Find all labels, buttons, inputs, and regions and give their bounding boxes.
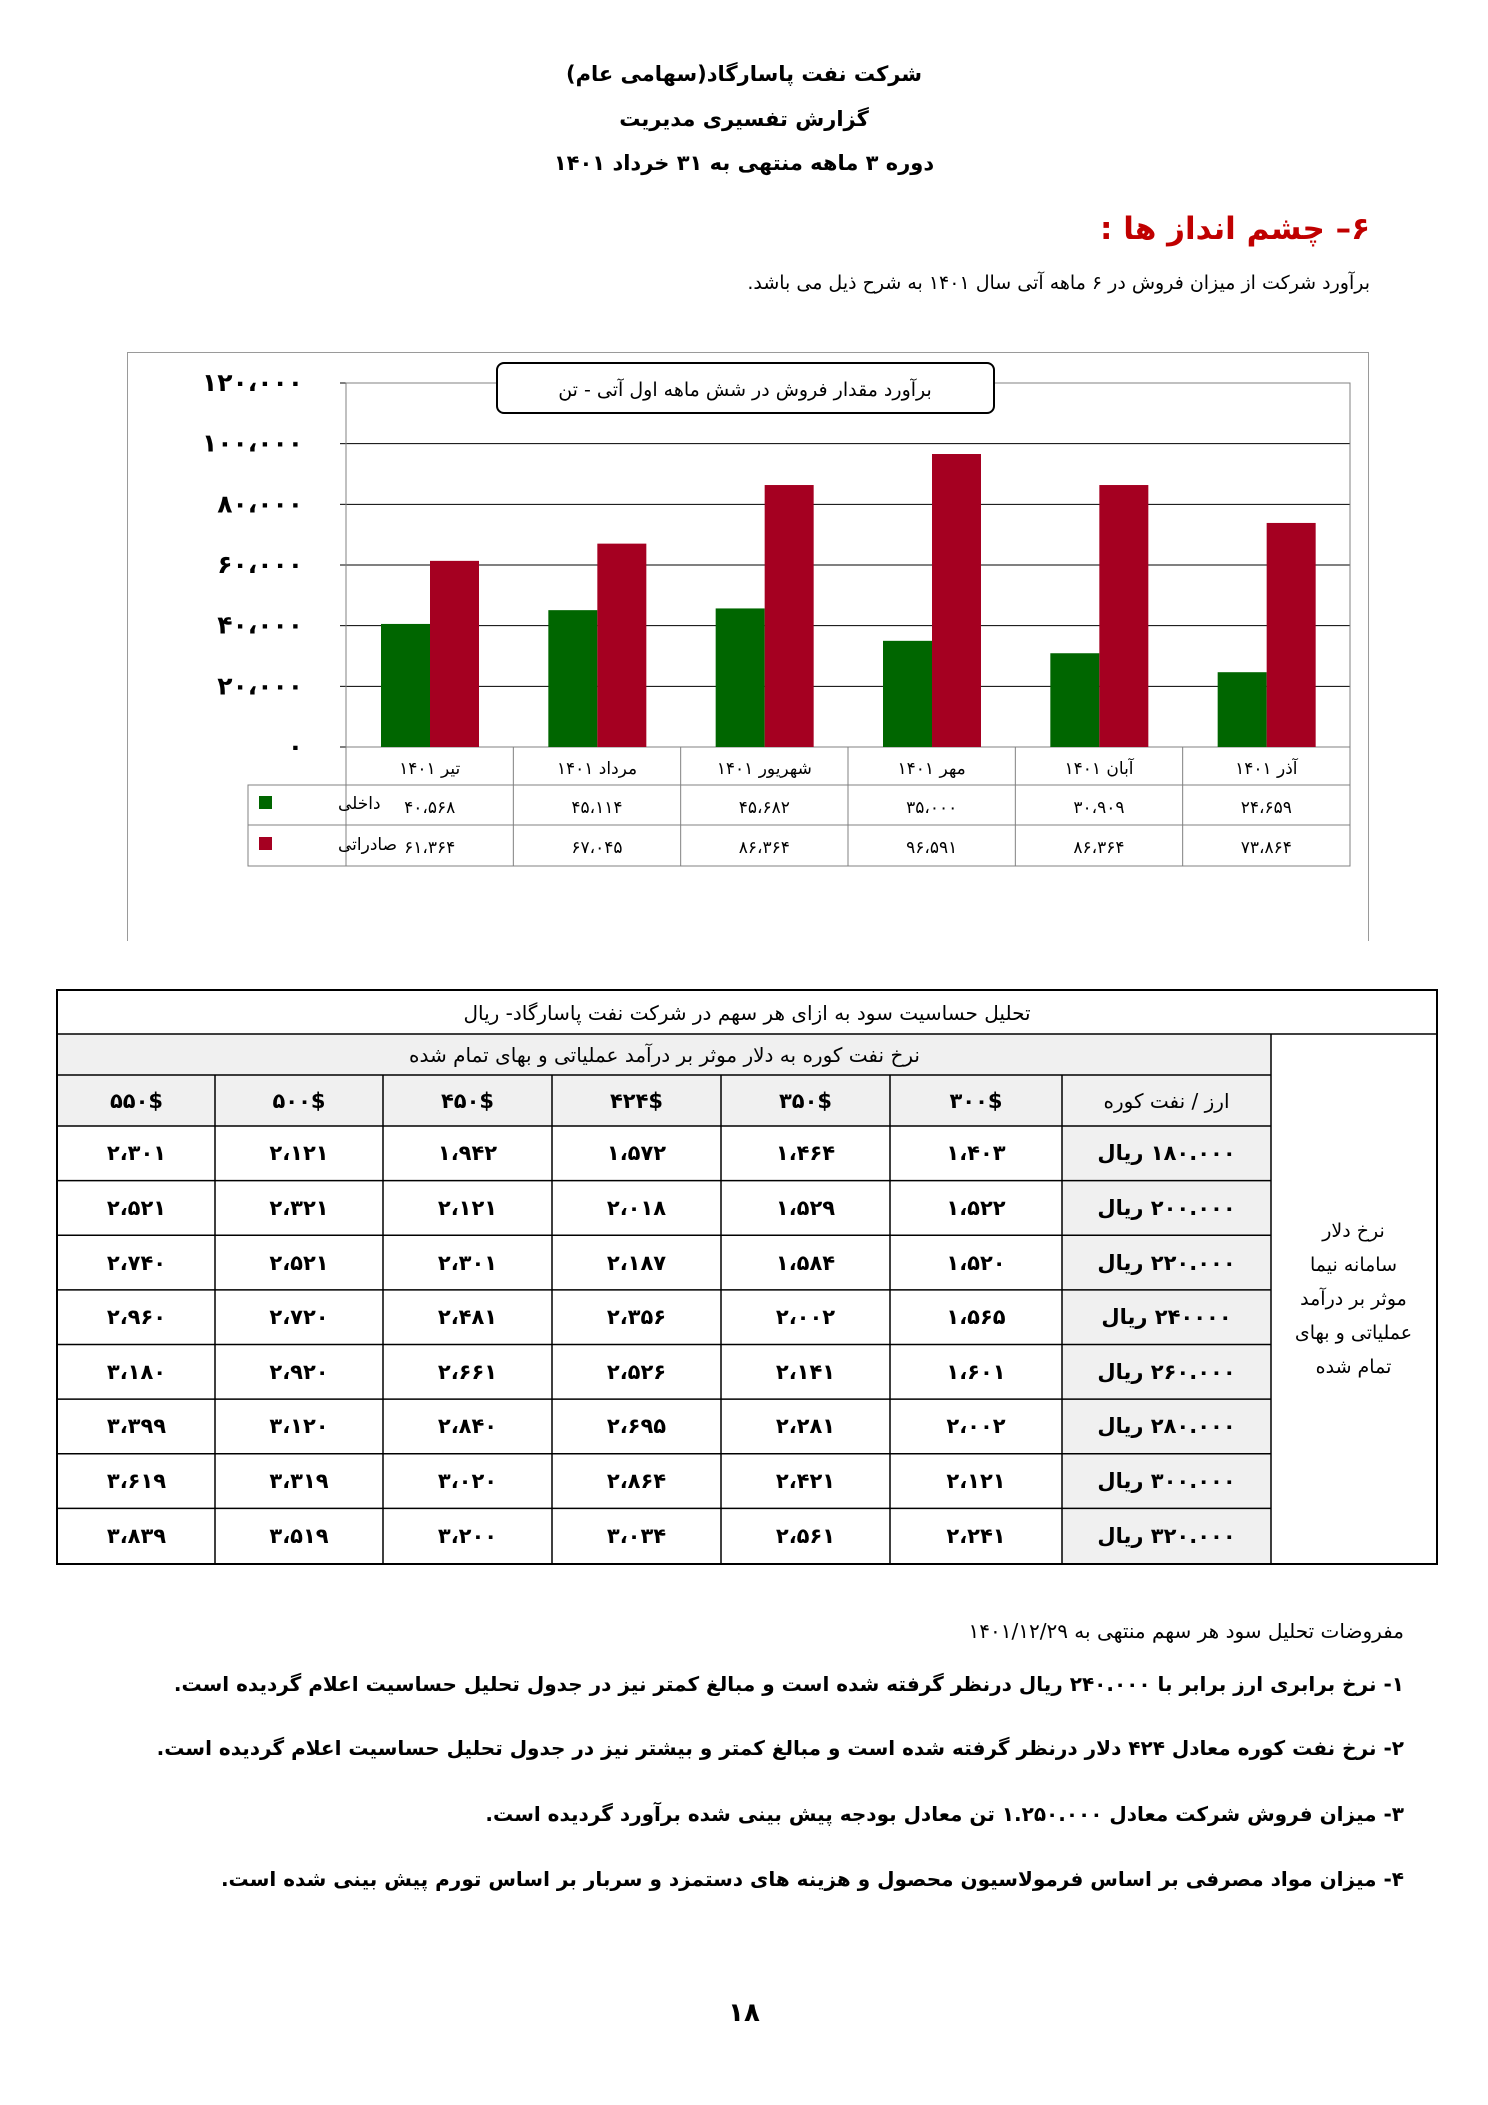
data-label: ۴۵،۱۱۴ [571, 798, 623, 818]
x-tick-label: تیر ۱۴۰۱ [399, 759, 461, 779]
eps-cell: ۲،۳۲۱ [269, 1195, 329, 1220]
data-label: ۴۵،۶۸۲ [738, 798, 790, 818]
bar-export [932, 454, 981, 747]
eps-cell: ۳،۱۸۰ [106, 1359, 167, 1384]
eps-cell: ۲،۱۴۱ [775, 1359, 836, 1384]
corner-header: ارز / نفت کوره [1062, 1075, 1271, 1126]
assumption-item: ۱- نرخ برابری ارز برابر با ۲۴۰.۰۰۰ ریال درنظر گرفته شده است و مبالغ کمتر نیز در جدول تحلیل حساسیت اعلام گردیده است. [173, 1672, 1404, 1696]
assumption-item: ۳- میزان فروش شرکت معادل ۱.۲۵۰.۰۰۰ تن معادل بودجه پیش بینی شده برآورد گردیده است. [485, 1802, 1404, 1826]
side-label-line: تمام شده [1315, 1355, 1392, 1378]
legend-label: داخلی [338, 794, 381, 814]
y-tick-label: ۱۲۰،۰۰۰ [201, 368, 303, 397]
report-period: دوره ۳ ماهه منتهی به ۳۱ خرداد ۱۴۰۱ [553, 151, 935, 175]
bar-export [1267, 523, 1316, 747]
eps-cell: ۲،۸۶۴ [606, 1469, 667, 1494]
eps-cell: ۲،۱۲۱ [269, 1141, 329, 1166]
legend-swatch [259, 837, 272, 850]
x-tick-label: آذر ۱۴۰۱ [1235, 759, 1298, 779]
price-header: ۳۵۰$ [721, 1075, 890, 1126]
data-label: ۸۶،۳۶۴ [738, 838, 790, 858]
eps-cell: ۲،۱۲۱ [437, 1195, 498, 1220]
chart-title: برآورد مقدار فروش در شش ماهه اول آتی - تن [558, 379, 932, 401]
sales-forecast-chart [127, 352, 1369, 941]
eps-cell: ۲،۱۲۱ [946, 1469, 1006, 1494]
price-header: ۵۵۰$ [58, 1075, 215, 1126]
legend-swatch [259, 796, 272, 809]
legend-label: صادراتی [338, 835, 398, 855]
eps-cell: ۳،۰۲۰ [437, 1469, 498, 1494]
bar-export [430, 561, 479, 747]
eps-cell: ۲،۳۵۶ [606, 1305, 667, 1330]
data-label: ۳۰،۹۰۹ [1073, 798, 1125, 818]
company-name: شرکت نفت پاسارگاد(سهامی عام) [565, 62, 923, 86]
eps-cell: ۱،۴۶۴ [775, 1141, 836, 1166]
x-tick-label: شهریور ۱۴۰۱ [716, 759, 812, 779]
eps-cell: ۳،۸۳۹ [106, 1523, 167, 1548]
rate-cell: ۲۰۰.۰۰۰ ریال [1062, 1181, 1271, 1236]
eps-cell: ۲،۰۰۲ [946, 1414, 1006, 1439]
section-intro: برآورد شرکت از میزان فروش در ۶ ماهه آتی سال ۱۴۰۱ به شرح ذیل می باشد. [747, 272, 1370, 294]
eps-cell: ۲،۵۲۱ [106, 1195, 167, 1220]
data-label: ۶۷،۰۴۵ [571, 838, 623, 858]
rate-cell: ۳۰۰.۰۰۰ ریال [1062, 1454, 1271, 1509]
x-tick-label: مرداد ۱۴۰۱ [556, 759, 638, 779]
side-label-line: موثر بر درآمد [1300, 1287, 1407, 1310]
eps-cell: ۳،۲۰۰ [437, 1523, 498, 1548]
eps-cell: ۲،۵۲۶ [606, 1359, 667, 1384]
sensitivity-table [56, 989, 1438, 1565]
eps-cell: ۳،۳۹۹ [106, 1414, 167, 1439]
eps-cell: ۳،۵۱۹ [269, 1523, 329, 1548]
y-tick-label: ۶۰،۰۰۰ [217, 550, 303, 579]
data-label: ۴۰،۵۶۸ [404, 798, 456, 818]
data-label: ۶۱،۳۶۴ [404, 838, 456, 858]
table-subtitle: نرخ نفت کوره به دلار موثر بر درآمد عملیاتی و بهای تمام شده [58, 1034, 1271, 1075]
bar-export [597, 544, 646, 747]
rate-cell: ۳۲۰.۰۰۰ ریال [1062, 1508, 1271, 1563]
eps-cell: ۲،۷۴۰ [106, 1250, 167, 1275]
bar-domestic [1218, 672, 1267, 747]
eps-cell: ۲،۶۶۱ [437, 1359, 498, 1384]
data-label: ۷۳،۸۶۴ [1240, 838, 1292, 858]
eps-cell: ۲،۲۸۱ [775, 1414, 836, 1439]
rate-cell: ۱۸۰.۰۰۰ ریال [1062, 1126, 1271, 1181]
eps-cell: ۲،۱۸۷ [606, 1250, 667, 1275]
side-label-line: سامانه نیما [1310, 1253, 1397, 1276]
bar-domestic [548, 610, 597, 747]
eps-cell: ۲،۳۰۱ [106, 1141, 167, 1166]
eps-cell: ۳،۱۲۰ [269, 1414, 329, 1439]
rate-cell: ۲۸۰.۰۰۰ ریال [1062, 1399, 1271, 1454]
price-header: ۵۰۰$ [215, 1075, 383, 1126]
y-tick-label: ۴۰،۰۰۰ [217, 610, 303, 640]
y-tick-label: ۸۰،۰۰۰ [217, 489, 303, 519]
eps-cell: ۱،۹۴۲ [437, 1141, 498, 1166]
eps-cell: ۱،۵۷۲ [606, 1141, 667, 1166]
assumptions-heading: مفروضات تحلیل سود هر سهم منتهی به ۱۴۰۱/۱۲/۲۹ [968, 1619, 1404, 1643]
eps-cell: ۲،۲۴۱ [946, 1523, 1006, 1548]
data-label: ۸۶،۳۶۴ [1073, 838, 1125, 858]
bar-domestic [1050, 653, 1099, 747]
eps-cell: ۳،۶۱۹ [106, 1469, 167, 1494]
eps-cell: ۲،۹۶۰ [106, 1305, 167, 1330]
data-label: ۲۴،۶۵۹ [1240, 798, 1292, 818]
price-header: ۴۲۴$ [552, 1075, 721, 1126]
bar-domestic [716, 608, 765, 747]
y-tick-label: ۰ [287, 732, 303, 761]
eps-cell: ۱،۵۲۲ [946, 1195, 1006, 1220]
eps-cell: ۳،۳۱۹ [269, 1469, 329, 1494]
y-tick-label: ۲۰،۰۰۰ [217, 671, 303, 701]
bar-domestic [381, 624, 430, 747]
eps-cell: ۲،۹۲۰ [269, 1359, 329, 1384]
assumption-item: ۴- میزان مواد مصرفی بر اساس فرمولاسیون محصول و هزینه های دستمزد و سربار بر اساس تورم پیش بینی شده است. [220, 1867, 1404, 1891]
chart-svg [128, 353, 1368, 941]
bar-domestic [883, 641, 932, 747]
page-number: ۱۸ [728, 1998, 760, 2028]
eps-cell: ۲،۵۲۱ [269, 1250, 329, 1275]
eps-cell: ۲،۴۲۱ [775, 1469, 836, 1494]
eps-cell: ۱،۵۲۰ [946, 1250, 1006, 1275]
bar-export [765, 485, 814, 747]
side-label-line: نرخ دلار [1322, 1219, 1385, 1242]
y-tick-label: ۱۰۰،۰۰۰ [201, 428, 303, 458]
eps-cell: ۲،۵۶۱ [775, 1523, 836, 1548]
eps-cell: ۳،۰۳۴ [606, 1523, 667, 1548]
eps-cell: ۲،۶۹۵ [606, 1414, 667, 1439]
eps-cell: ۲،۰۰۲ [775, 1305, 836, 1330]
side-label-line: عملیاتی و بهای [1294, 1321, 1413, 1344]
eps-cell: ۱،۶۰۱ [946, 1359, 1006, 1384]
eps-cell: ۲،۷۲۰ [269, 1305, 329, 1330]
eps-cell: ۲،۸۴۰ [437, 1414, 498, 1439]
table-title: تحلیل حساسیت سود به ازای هر سهم در شرکت نفت پاسارگاد- ریال [463, 1000, 1031, 1025]
eps-cell: ۱،۵۲۹ [775, 1195, 836, 1220]
assumption-item: ۲- نرخ نفت کوره معادل ۴۲۴ دلار درنظر گرفته شده است و مبالغ کمتر و بیشتر نیز در جدول تحلیل حساسیت اعلام گردیده است. [156, 1736, 1404, 1760]
eps-cell: ۱،۵۶۵ [946, 1305, 1006, 1330]
rate-cell: ۲۶۰.۰۰۰ ریال [1062, 1345, 1271, 1400]
data-label: ۹۶،۵۹۱ [906, 838, 958, 858]
x-tick-label: آبان ۱۴۰۱ [1064, 759, 1134, 779]
eps-cell: ۲،۰۱۸ [606, 1195, 667, 1220]
rate-cell: ۲۲۰.۰۰۰ ریال [1062, 1235, 1271, 1290]
bar-export [1099, 485, 1148, 747]
data-label: ۳۵،۰۰۰ [906, 798, 958, 818]
section-title: ۶– چشم انداز ها : [1100, 211, 1370, 247]
report-title: گزارش تفسیری مدیریت [619, 107, 869, 131]
eps-cell: ۲،۳۰۱ [437, 1250, 498, 1275]
eps-cell: ۱،۴۰۳ [946, 1141, 1006, 1166]
x-tick-label: مهر ۱۴۰۱ [897, 759, 966, 779]
eps-cell: ۱،۵۸۴ [775, 1250, 836, 1275]
price-header: ۴۵۰$ [383, 1075, 552, 1126]
table-grid [58, 991, 1436, 1563]
price-header: ۳۰۰$ [890, 1075, 1062, 1126]
rate-cell: ۲۴۰۰۰۰ ریال [1062, 1290, 1271, 1345]
eps-cell: ۲،۴۸۱ [437, 1305, 498, 1330]
